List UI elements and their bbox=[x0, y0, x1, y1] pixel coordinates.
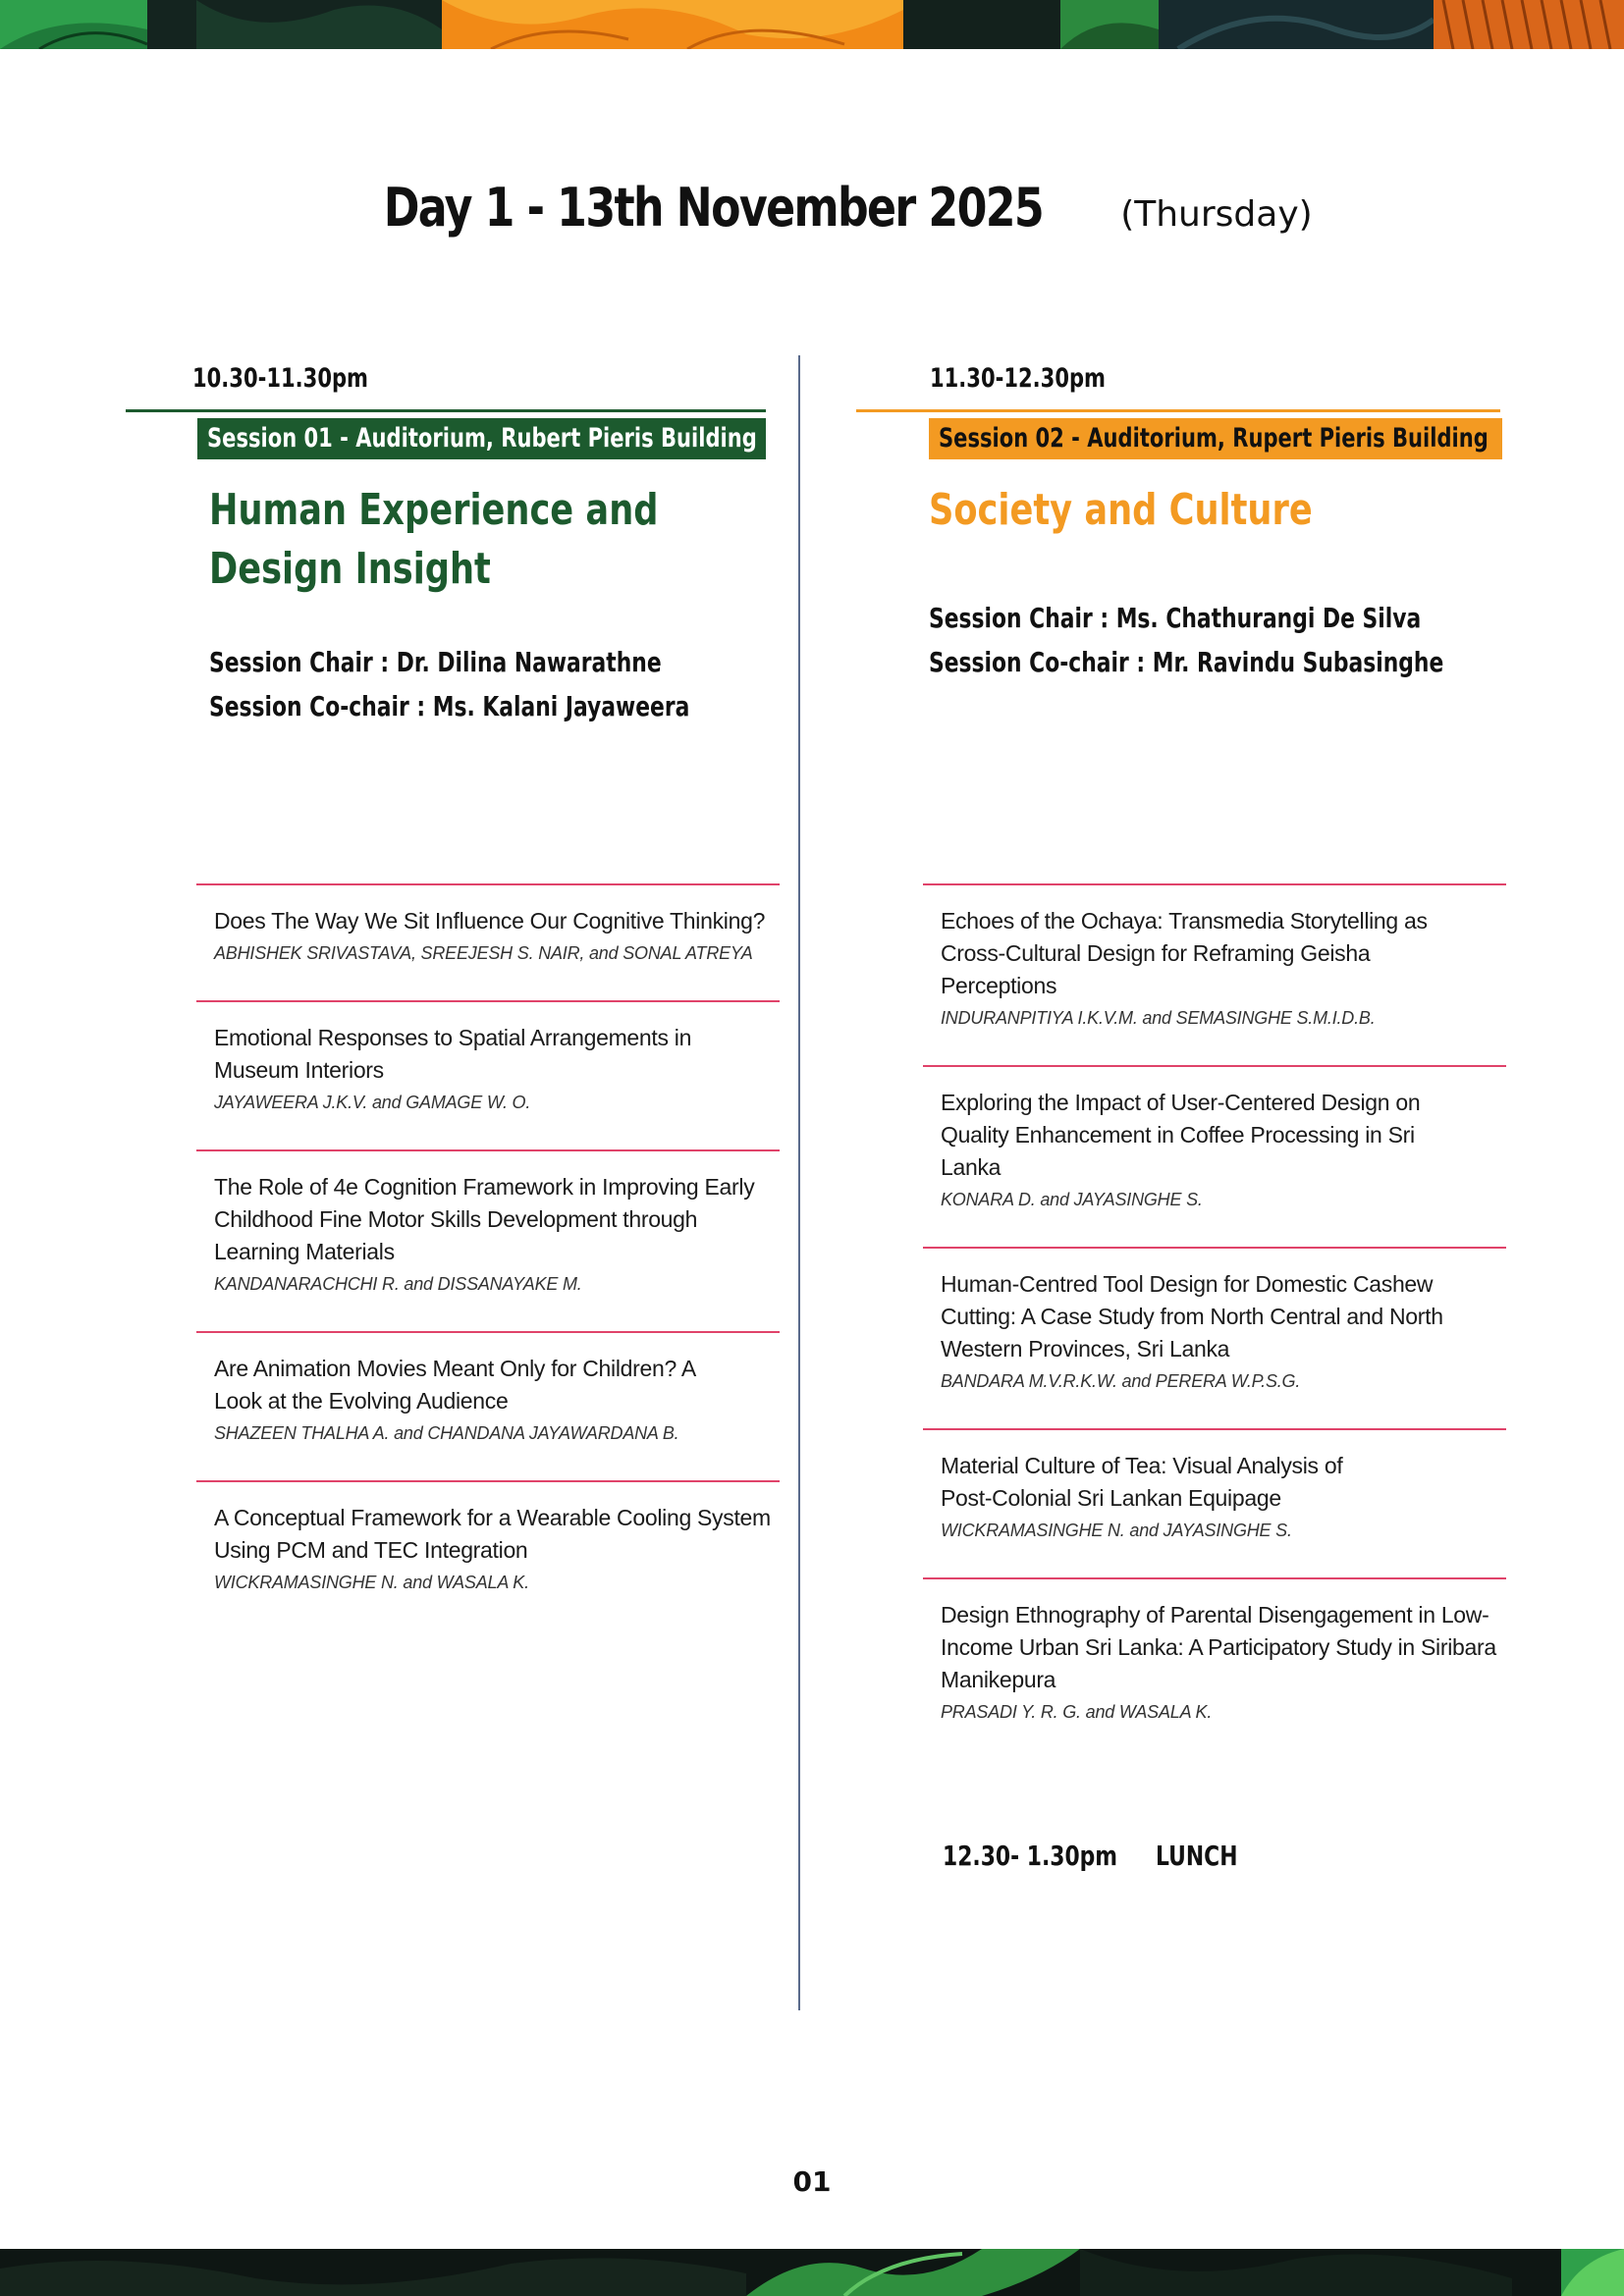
paper-authors: PRASADI Y. R. G. and WASALA K. bbox=[941, 1702, 1213, 1722]
paper-item bbox=[196, 1000, 780, 1149]
paper-title: The Role of 4e Cognition Framework in Improving Early Childhood Fine Motor Skills Development through Learning Materials bbox=[214, 1174, 755, 1264]
session-01-chair: Session Chair : Dr. Dilina Nawarathne bbox=[209, 646, 662, 678]
session-01-title bbox=[209, 481, 658, 599]
lunch-label: LUNCH bbox=[1156, 1840, 1238, 1872]
session-01-rule bbox=[126, 409, 766, 412]
paper-item bbox=[196, 883, 780, 1000]
paper-authors: ABHISHEK SRIVASTAVA, SREEJESH S. NAIR, and SONAL ATREYA bbox=[214, 943, 753, 963]
paper-title: A Conceptual Framework for a Wearable Cooling System Using PCM and TEC Integration bbox=[214, 1505, 771, 1563]
paper-title: Emotional Responses to Spatial Arrangements in Museum Interiors bbox=[214, 1025, 692, 1083]
column-divider bbox=[798, 355, 800, 2010]
lunch-time: 12.30- 1.30pm bbox=[943, 1840, 1118, 1872]
page-title-date: Day 1 - 13th November 2025 bbox=[384, 177, 1044, 239]
lunch-break bbox=[943, 1840, 1237, 1872]
paper-authors: WICKRAMASINGHE N. and JAYASINGHE S. bbox=[941, 1521, 1292, 1540]
paper-title: Design Ethnography of Parental Disengagement in Low-Income Urban Sri Lanka: A Participatory Study in Siribara Manikepura bbox=[941, 1602, 1496, 1692]
session-01-paper-list bbox=[196, 883, 780, 1629]
paper-item bbox=[196, 1480, 780, 1629]
session-02-title-line-1: Society and Culture bbox=[929, 485, 1313, 535]
paper-title: Are Animation Movies Meant Only for Children? A Look at the Evolving Audience bbox=[214, 1356, 695, 1414]
session-01-venue: Session 01 - Auditorium, Rubert Pieris Building bbox=[207, 423, 757, 454]
session-01-title-line-2: Design Insight bbox=[209, 544, 491, 594]
page-title bbox=[0, 177, 1624, 239]
paper-title: Human-Centred Tool Design for Domestic Cashew Cutting: A Case Study from North Central and North Western Provinces, Sri Lanka bbox=[941, 1271, 1443, 1362]
paper-authors: WICKRAMASINGHE N. and WASALA K. bbox=[214, 1573, 529, 1592]
session-02-chair: Session Chair : Ms. Chathurangi De Silva bbox=[929, 602, 1422, 634]
paper-item bbox=[923, 1065, 1506, 1247]
page-number: 01 bbox=[792, 2165, 832, 2198]
paper-item bbox=[923, 1577, 1506, 1759]
paper-item bbox=[923, 1428, 1506, 1577]
paper-authors: KONARA D. and JAYASINGHE S. bbox=[941, 1190, 1203, 1209]
session-02-venue-bar bbox=[929, 418, 1502, 459]
session-02-time: 11.30-12.30pm bbox=[930, 363, 1106, 394]
paper-title: Material Culture of Tea: Visual Analysis of Post-Colonial Sri Lankan Equipage bbox=[941, 1453, 1343, 1511]
session-02-rule bbox=[856, 409, 1500, 412]
paper-title: Exploring the Impact of User-Centered Design on Quality Enhancement in Coffee Processing in Sri Lanka bbox=[941, 1090, 1421, 1180]
session-02-cochair: Session Co-chair : Mr. Ravindu Subasinghe bbox=[929, 646, 1444, 678]
paper-title: Does The Way We Sit Influence Our Cognitive Thinking? bbox=[214, 908, 766, 934]
top-decorative-band bbox=[0, 0, 1624, 49]
session-02-paper-list bbox=[923, 883, 1506, 1759]
paper-item bbox=[196, 1149, 780, 1331]
session-01-cochair: Session Co-chair : Ms. Kalani Jayaweera bbox=[209, 690, 690, 722]
paper-item bbox=[196, 1331, 780, 1480]
session-01-venue-bar bbox=[197, 418, 766, 459]
bottom-decorative-band bbox=[0, 2249, 1624, 2296]
page-title-weekday: (Thursday) bbox=[1120, 194, 1313, 235]
paper-item bbox=[923, 1247, 1506, 1428]
paper-item bbox=[923, 883, 1506, 1065]
paper-authors: JAYAWEERA J.K.V. and GAMAGE W. O. bbox=[214, 1093, 531, 1112]
paper-authors: KANDANARACHCHI R. and DISSANAYAKE M. bbox=[214, 1274, 582, 1294]
paper-authors: INDURANPITIYA I.K.V.M. and SEMASINGHE S.M.I.D.B. bbox=[941, 1008, 1376, 1028]
session-01-title-line-1: Human Experience and bbox=[209, 485, 659, 535]
paper-authors: SHAZEEN THALHA A. and CHANDANA JAYAWARDANA B. bbox=[214, 1423, 679, 1443]
paper-authors: BANDARA M.V.R.K.W. and PERERA W.P.S.G. bbox=[941, 1371, 1301, 1391]
paper-title: Echoes of the Ochaya: Transmedia Storytelling as Cross-Cultural Design for Reframing Geisha Perceptions bbox=[941, 908, 1428, 998]
session-02-title bbox=[929, 481, 1313, 540]
session-01-time: 10.30-11.30pm bbox=[192, 363, 368, 394]
session-02-venue: Session 02 - Auditorium, Rupert Pieris Building bbox=[939, 423, 1489, 454]
